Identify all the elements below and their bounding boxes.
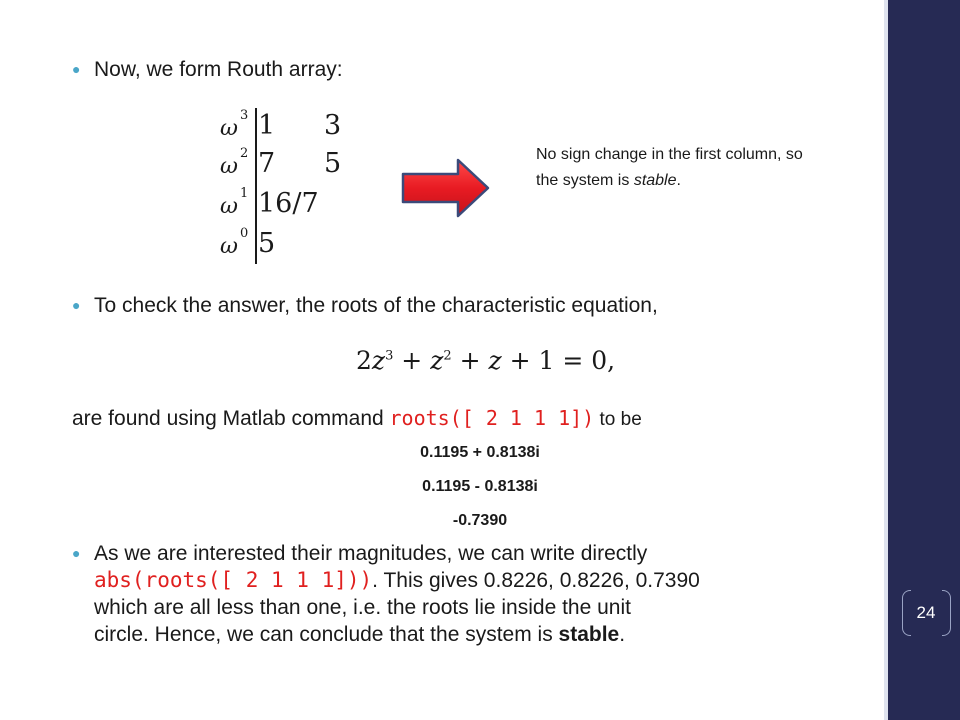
bullet-text: To check the answer, the roots of the characteristic equation, — [94, 294, 658, 317]
routh-row — [220, 108, 370, 144]
page-number: 24 — [916, 603, 936, 622]
routh-col2: 5 — [324, 148, 342, 179]
eq-op: + — [393, 346, 431, 375]
bullet-icon: ● — [72, 61, 81, 77]
matlab-suffix: to be — [594, 409, 642, 430]
routh-symbol: ω — [220, 234, 238, 259]
paragraph-text: . This gives 0.8226, 0.8226, 0.7390 — [372, 569, 700, 592]
routh-exponent: 1 — [240, 186, 249, 201]
routh-row — [220, 186, 370, 222]
eq-var: z — [371, 346, 386, 375]
routh-row — [220, 146, 370, 182]
bullet-text: Now, we form Routh array: — [94, 58, 343, 81]
routh-col1: 1 — [258, 110, 276, 141]
note-end: . — [676, 172, 681, 189]
eq-tail: + 1 = 0, — [501, 346, 616, 375]
routh-symbol: ω — [220, 154, 238, 179]
note-emphasis: stable — [633, 172, 677, 189]
bullet-icon: ● — [72, 545, 81, 561]
bullet-routh-intro — [72, 56, 343, 83]
bullet-paragraph — [94, 540, 700, 648]
routh-col1: 7 — [258, 148, 276, 179]
routh-exponent: 3 — [240, 108, 249, 123]
matlab-prefix: are found using Matlab command — [72, 407, 390, 430]
stable-emphasis: stable — [558, 623, 620, 646]
right-arrow-icon — [400, 156, 492, 220]
paragraph-line — [94, 567, 700, 594]
paragraph-text: circle. Hence, we can conclude that the system is — [94, 623, 559, 646]
root-value: -0.7390 — [452, 512, 508, 529]
root-value: 0.1195 - 0.8138i — [422, 478, 538, 495]
routh-symbol: ω — [220, 116, 238, 141]
paragraph-line: As we are interested their magnitudes, we can write directly — [94, 542, 648, 565]
routh-col1: 16/7 — [258, 188, 319, 219]
paragraph-line: which are all less than one, i.e. the roots lie inside the unit — [94, 596, 631, 619]
matlab-command: roots([ 2 1 1 1]) — [389, 406, 595, 430]
bullet-icon: ● — [72, 297, 81, 313]
routh-col2: 3 — [324, 110, 342, 141]
routh-symbol: ω — [220, 194, 238, 219]
routh-row — [220, 226, 370, 262]
eq-exp: 2 — [443, 348, 452, 364]
matlab-command-line — [72, 405, 642, 433]
eq-coef: 2 — [356, 346, 372, 375]
eq-op: + — [451, 346, 489, 375]
routh-col1: 5 — [258, 228, 276, 259]
paragraph-text: . — [619, 623, 626, 646]
eq-var: z — [488, 346, 502, 375]
routh-exponent: 2 — [240, 146, 249, 161]
root-value: 0.1195 + 0.8138i — [420, 444, 540, 461]
note-text: No sign change in the first column, so the system is — [536, 146, 803, 189]
stability-note — [536, 142, 804, 194]
eq-exp: 3 — [385, 348, 394, 364]
characteristic-equation — [356, 346, 615, 375]
bullet-check-answer — [72, 292, 658, 319]
bullet-magnitudes — [72, 540, 700, 648]
routh-divider — [255, 108, 257, 264]
paragraph-line — [94, 621, 700, 648]
eq-var: z — [430, 346, 444, 375]
routh-exponent: 0 — [240, 226, 249, 241]
abs-command: abs(roots([ 2 1 1 1])) — [94, 568, 373, 592]
